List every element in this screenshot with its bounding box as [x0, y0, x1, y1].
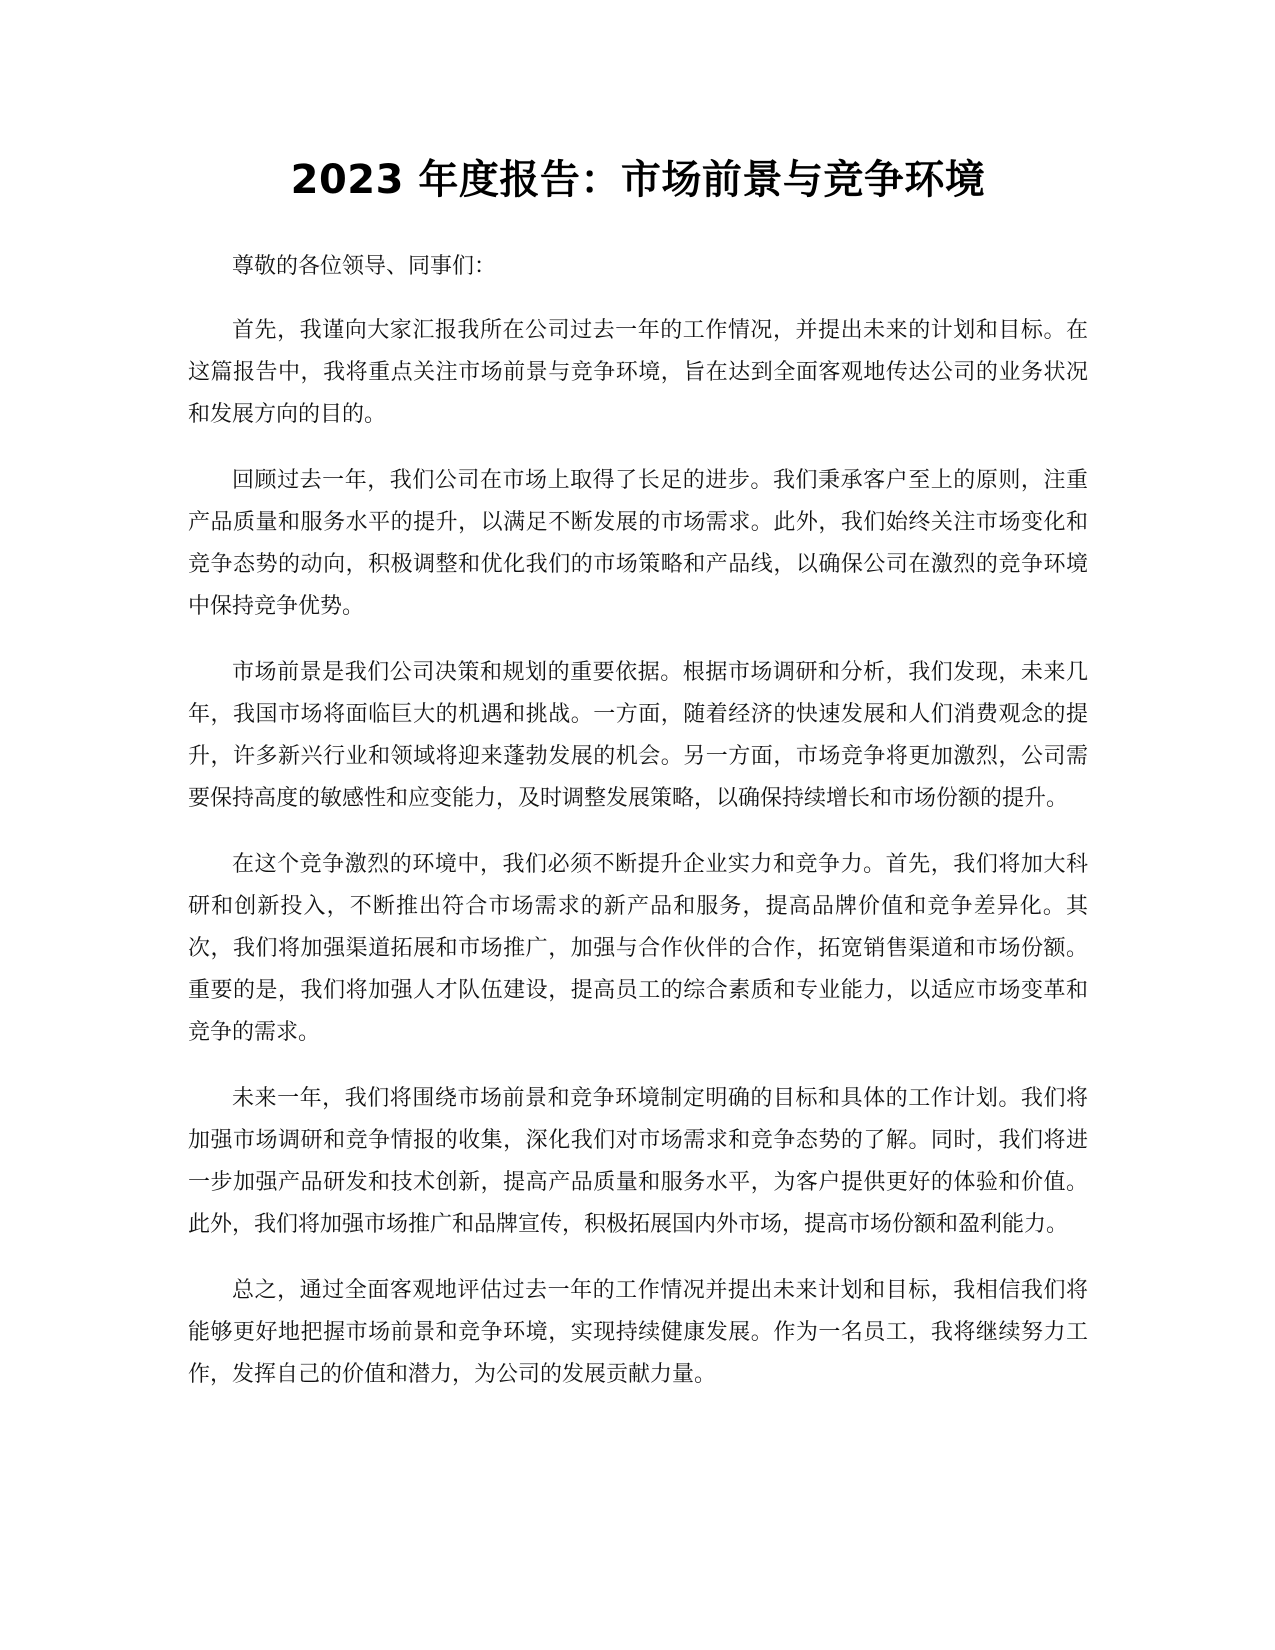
paragraph-conclusion: 总之，通过全面客观地评估过去一年的工作情况并提出未来计划和目标，我相信我们将能够更好地把握市场前景和竞争环境，实现持续健康发展。作为一名员工，我将继续努力工作，发挥自己的价值和潜力，为公司的发展贡献力量。	[188, 1278, 1088, 1387]
paragraph-market-outlook: 市场前景是我们公司决策和规划的重要依据。根据市场调研和分析，我们发现，未来几年，我国市场将面临巨大的机遇和挑战。一方面，随着经济的快速发展和人们消费观念的提升，许多新兴行业和领域将迎来蓬勃发展的机会。另一方面，市场竞争将更加激烈，公司需要保持高度的敏感性和应变能力，及时调整发展策略，以确保持续增长和市场份额的提升。	[188, 660, 1088, 811]
salutation: 尊敬的各位领导、同事们：	[232, 254, 497, 279]
paragraph-review: 回顾过去一年，我们公司在市场上取得了长足的进步。我们秉承客户至上的原则，注重产品质量和服务水平的提升，以满足不断发展的市场需求。此外，我们始终关注市场变化和竞争态势的动向，积极调整和优化我们的市场策略和产品线，以确保公司在激烈的竞争环境中保持竞争优势。	[188, 468, 1088, 619]
document-page	[188, 0, 1088, 1650]
document-title: 2023 年度报告：市场前景与竞争环境	[290, 157, 986, 203]
paragraph-competitiveness: 在这个竞争激烈的环境中，我们必须不断提升企业实力和竞争力。首先，我们将加大科研和创新投入，不断推出符合市场需求的新产品和服务，提高品牌价值和竞争差异化。其次，我们将加强渠道拓展和市场推广，加强与合作伙伴的合作，拓宽销售渠道和市场份额。重要的是，我们将加强人才队伍建设，提高员工的综合素质和专业能力，以适应市场变革和竞争的需求。	[188, 852, 1088, 1045]
paragraph-intro: 首先，我谨向大家汇报我所在公司过去一年的工作情况，并提出未来的计划和目标。在这篇报告中，我将重点关注市场前景与竞争环境，旨在达到全面客观地传达公司的业务状况和发展方向的目的。	[188, 318, 1088, 427]
document-body	[188, 246, 1088, 1420]
paragraph-next-year-plan: 未来一年，我们将围绕市场前景和竞争环境制定明确的目标和具体的工作计划。我们将加强市场调研和竞争情报的收集，深化我们对市场需求和竞争态势的了解。同时，我们将进一步加强产品研发和技术创新，提高产品质量和服务水平，为客户提供更好的体验和价值。此外，我们将加强市场推广和品牌宣传，积极拓展国内外市场，提高市场份额和盈利能力。	[188, 1086, 1088, 1237]
